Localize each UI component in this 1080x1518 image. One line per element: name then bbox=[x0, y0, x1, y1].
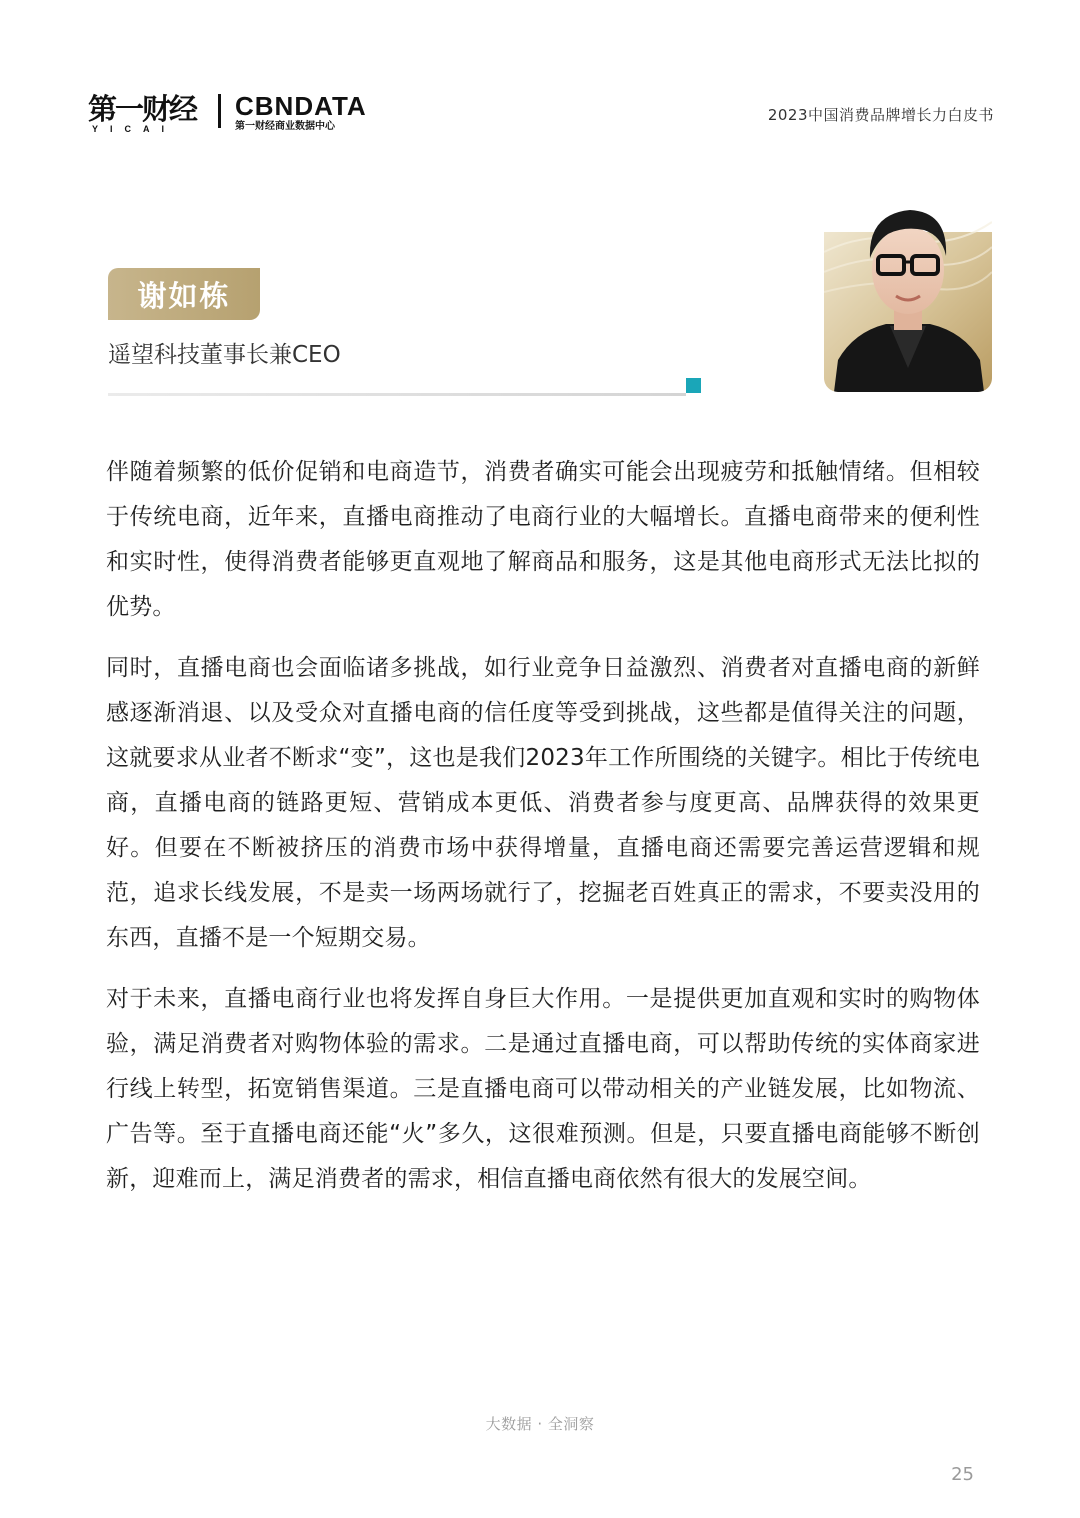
person-name: 谢如栋 bbox=[137, 278, 231, 313]
cbndata-logo-subtitle: 第一财经商业数据中心 bbox=[235, 121, 335, 132]
paragraph: 伴随着频繁的低价促销和电商造节，消费者确实可能会出现疲劳和抵触情绪。但相较于传统电商，近年来，直播电商推动了电商行业的大幅增长。直播电商带来的便利性和实时性，使得消费者能够更直观地了解商品和服务，这是其他电商形式无法比拟的优势。 bbox=[106, 459, 980, 620]
logo-divider bbox=[218, 94, 221, 128]
paragraph: 对于未来，直播电商行业也将发挥自身巨大作用。一是提供更加直观和实时的购物体验，满足消费者对购物体验的需求。二是通过直播电商，可以帮助传统的实体商家进行线上转型，拓宽销售渠道。三是直播电商可以带动相关的产业链发展，比如物流、广告等。至于直播电商还能“火”多久，这很难预测。但是，只要直播电商能够不断创新，迎难而上，满足消费者的需求，相信直播电商依然有很大的发展空间。 bbox=[106, 986, 980, 1192]
report-title: 2023中国消费品牌增长力白皮书 bbox=[767, 106, 994, 124]
person-title: 遥望科技董事长兼CEO bbox=[108, 342, 341, 368]
paragraph: 同时，直播电商也会面临诸多挑战，如行业竞争日益激烈、消费者对直播电商的新鲜感逐渐消退、以及受众对直播电商的信任度等受到挑战，这些都是值得关注的问题，这就要求从业者不断求“变”，这也是我们2023年工作所围绕的关键字。相比于传统电商，直播电商的链路更短、营销成本更低、消费者参与度更高、品牌获得的效果更好。但要在不断被挤压的消费市场中获得增量，直播电商还需要完善运营逻辑和规范，追求长线发展，不是卖一场两场就行了，挖掘老百姓真正的需求，不要卖没用的东西，直播不是一个短期交易。 bbox=[106, 655, 980, 951]
footer-slogan: 大数据 · 全洞察 bbox=[485, 1415, 595, 1433]
page-number: 25 bbox=[951, 1464, 974, 1485]
name-tag bbox=[108, 268, 260, 320]
yicai-logo bbox=[88, 92, 206, 140]
yicai-logo-cn: 第一财经 bbox=[88, 92, 197, 126]
portrait-photo bbox=[824, 192, 992, 392]
article-body bbox=[106, 450, 980, 1202]
publisher-logos bbox=[88, 92, 371, 140]
divider-line bbox=[108, 393, 686, 396]
cbndata-logo-title: CBNDATA bbox=[235, 91, 367, 121]
yicai-logo-en: YICAI bbox=[92, 124, 177, 134]
cbndata-logo bbox=[235, 92, 371, 140]
accent-square bbox=[686, 378, 701, 393]
